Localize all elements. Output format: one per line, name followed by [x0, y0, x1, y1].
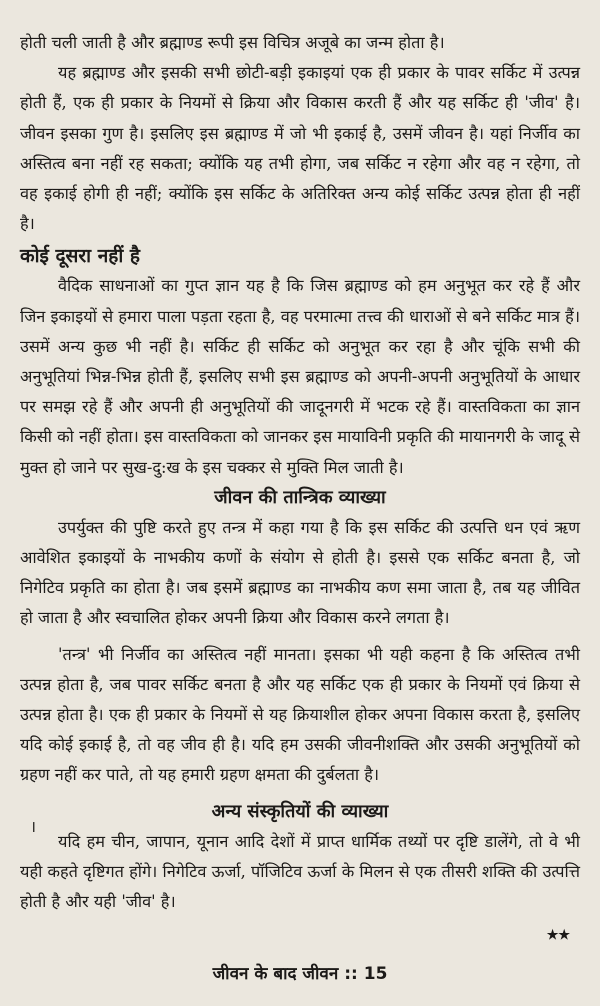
paragraph-continuation: होती चली जाती है और ब्रह्माण्ड रूपी इस विचित्र अजूबे का जन्म होता है। — [20, 33, 445, 52]
page-footer: जीवन के बाद जीवन :: 15 — [212, 964, 388, 984]
paragraph-other-cultures: यदि हम चीन, जापान, यूनान आदि देशों में प्राप्त धार्मिक तथ्यों पर दृष्टि डालेंगे, तो वे भी यही कहते दृष्टिगत होंगे। निगेटिव ऊर्जा, पॉजिटिव ऊर्जा के मिलन से एक तीसरी शक्ति की उत्पत्ति होती है और यही 'जीव' है। — [20, 831, 580, 912]
paragraph-vedic-knowledge: वैदिक साधनाओं का गुप्त ज्ञान यह है कि जिस ब्रह्माण्ड को हम अनुभूत कर रहे हैं और जिन इकाइयों से हमारा पाला पड़ता रहता है, वह परमात्मा तत्त्व की धाराओं से बने सर्किट मात्र हैं। उसमें अन्य कुछ भी नहीं है। सर्किट ही सर्किट को अनुभूत कर रहा है और चूंकि सभी की अनुभूतियां भिन्न-भिन्न होती हैं, इसलिए सभी इस ब्रह्माण्ड को अपनी-अपनी अनुभूतियों के आधार पर समझ रहे हैं और अपनी ही अनुभूतियों की जादूनगरी में भटक रहे हैं। वास्तविकता का ज्ञान किसी को नहीं होता। इस वास्तविकता को जानकर इस मायाविनी प्रकृति की मायानगरी के जादू से मुक्त हो जाने पर सुख-दु:ख के इस चक्कर से मुक्ति मिल जाती है। — [20, 276, 580, 477]
section-end-stars: ★★ — [546, 928, 570, 943]
heading-no-other: कोई दूसरा नहीं है — [20, 245, 140, 268]
paragraph-tantra-confirmation: उपर्युक्त की पुष्टि करते हुए तन्त्र में कहा गया है कि इस सर्किट की उत्पत्ति धन एवं ऋण आवेशित इकाइयों के नाभकीय कणों के संयोग से होती है। इससे एक सर्किट बनता है, जो निगेटिव प्रकृति का होता है। जब इसमें ब्रह्माण्ड का नाभकीय कण समा जाता है, तब यह जीवित हो जाता है और स्वचालित होकर अपनी क्रिया और विकास करने लगता है। — [20, 517, 580, 628]
paragraph-tantra-nonliving: 'तन्त्र' भी निर्जीव का अस्तित्व नहीं मानता। इसका भी यही कहना है कि अस्तित्व तभी उत्पन्न होता है, जब पावर सर्किट बनता है और यह सर्किट एक ही प्रकार के नियमों एवं क्रिया से उत्पन्न होता है। एक ही प्रकार के नियमों से यह क्रियाशील होकर अपना विकास करता है, इसलिए यदि कोई इकाई है, तो वह जीव ही है। यदि हम उसकी जीवनीशक्ति और उसकी अनुभूतियों को ग्रहण नहीं कर पाते, तो यह हमारी ग्रहण क्षमता की दुर्बलता है। — [20, 644, 580, 785]
margin-mark: । — [30, 817, 37, 836]
heading-other-cultures: अन्य संस्कृतियों की व्याख्या — [211, 800, 389, 822]
heading-tantric-explanation: जीवन की तान्त्रिक व्याख्या — [214, 486, 386, 508]
paragraph-universe-circuit: यह ब्रह्माण्ड और इसकी सभी छोटी-बड़ी इकाइयां एक ही प्रकार के पावर सर्किट में उत्पन्न होती हैं, एक ही प्रकार के नियमों से क्रिया और विकास करती हैं और यह सर्किट ही 'जीव' है। जीवन इसका गुण है। इसलिए इस ब्रह्माण्ड में जो भी इकाई है, उसमें जीवन है। यहां निर्जीव का अस्तित्व बना नहीं रह सकता; क्योंकि यह तभी होगा, जब सर्किट न रहेगा और वह न रहेगा, तो वह इकाई होगी ही नहीं; क्योंकि इस सर्किट के अतिरिक्त अन्य कोई सर्किट उत्पन्न होता ही नहीं है। — [20, 63, 580, 234]
